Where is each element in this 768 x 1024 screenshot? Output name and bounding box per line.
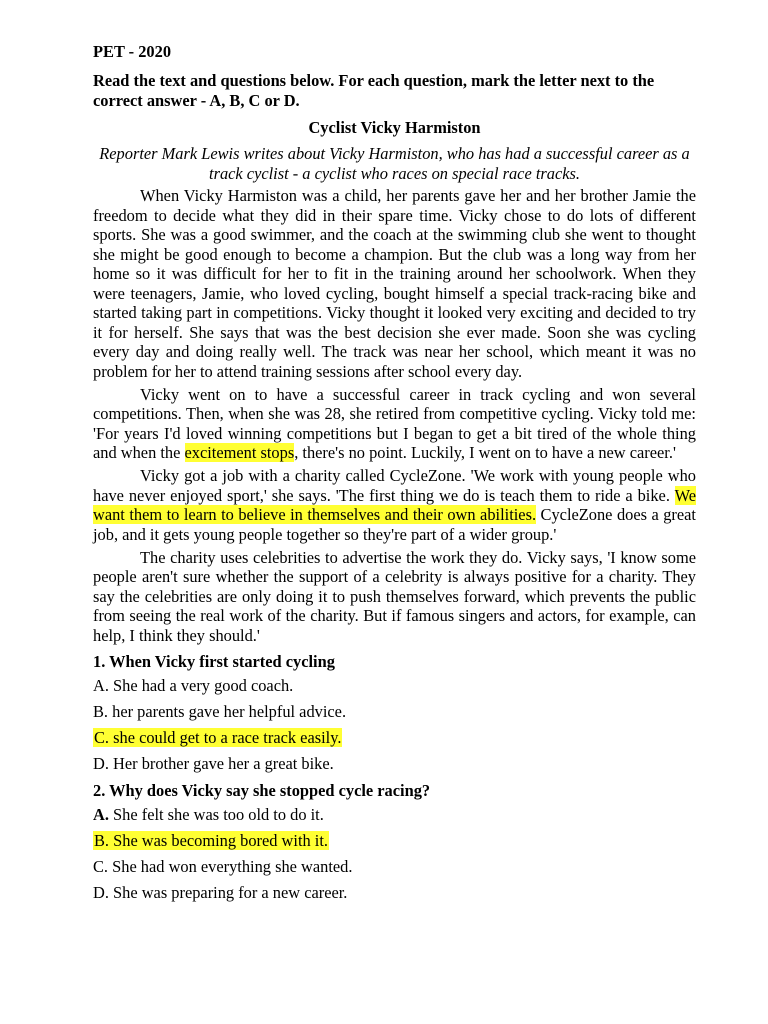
question-2-option-d: D. She was preparing for a new career. — [93, 883, 348, 902]
instructions: Read the text and questions below. For each question, mark the letter next to the correct answer - A, B, C or D. — [93, 71, 655, 110]
question-1-option-b: B. her parents gave her helpful advice. — [93, 702, 347, 721]
article-title: Cyclist Vicky Harmiston — [308, 118, 481, 137]
article-subtitle: Reporter Mark Lewis writes about Vicky Harmiston, who has had a successful career as a track cyclist - a cyclist who races on special race tracks. — [99, 144, 690, 183]
paragraph-2-text-b: , there's no point. Luckily, I went on to have a new career.' — [294, 443, 676, 462]
paragraph-2 — [93, 385, 696, 463]
question-2-option-a-letter: A. — [93, 805, 109, 824]
question-2-option-a — [93, 805, 696, 825]
question-2-option-b — [93, 831, 696, 851]
paragraph-2-text-a: Vicky went on to have a successful career in track cycling and won several competitions. Then, when she was 28, she retired from competitive cycling. Vicky told me: 'For years I'd loved winning competitions but I began to get a bit tired of the whole thing and when the — [93, 384, 696, 462]
question-1-option-c-highlight: C. she could get to a race track easily. — [94, 728, 342, 747]
exam-header: PET - 2020 — [93, 42, 172, 61]
question-2: 2. Why does Vicky say she stopped cycle racing? — [93, 781, 431, 800]
paragraph-3 — [93, 466, 696, 544]
highlight-believe-abilities: We want them to learn to believe in themselves and their own abilities. — [93, 485, 696, 524]
paragraph-3-text-a: Vicky got a job with a charity called CycleZone. 'We work with young people who have never enjoyed sport,' she says. 'The first thing we do is teach them to ride a bike. — [93, 466, 696, 505]
question-2-option-a-text: She felt she was too old to do it. — [113, 805, 324, 824]
paragraph-1: When Vicky Harmiston was a child, her parents gave her and her brother Jamie the freedom to decide what they did in their spare time. Vicky chose to do lots of different sports. She was a good swimmer, and the coach at the swimming club she went to thought she might be good enough to become a champion. But the club was a long way from her home so it was difficult for her to fit in the training around her schoolwork. When they were teenagers, Jamie, who loved cycling, bought himself a special track-racing bike and started taking part in competitions. Vicky thought it looked very exciting and decided to try it for herself. She says that was the best decision she ever made. Soon she was cycling every day and doing really well. The track was near her school, which meant it was no problem for her to attend training sessions after school every day. — [93, 186, 696, 381]
question-1-option-a: A. She had a very good coach. — [93, 676, 294, 695]
question-1-option-c — [93, 728, 696, 748]
paragraph-3-text-b: CycleZone does a great job, and it gets young people together so they're part of a wider group.' — [93, 505, 696, 544]
paragraph-4: The charity uses celebrities to advertise the work they do. Vicky says, 'I know some people aren't sure whether the support of a celebrity is always positive for a charity. They say the celebrities are only doing it to push themselves forward, which prevents the public from seeing the real work of the charity. But if famous singers and actors, for example, can help, I think they should.' — [93, 547, 696, 645]
question-2-option-c: C. She had won everything she wanted. — [93, 857, 353, 876]
highlight-excitement-stops: excitement stops — [184, 443, 295, 462]
question-1-option-d: D. Her brother gave her a great bike. — [93, 754, 334, 773]
question-2-option-b-highlight: B. She was becoming bored with it. — [94, 831, 328, 850]
question-1: 1. When Vicky first started cycling — [93, 652, 335, 671]
